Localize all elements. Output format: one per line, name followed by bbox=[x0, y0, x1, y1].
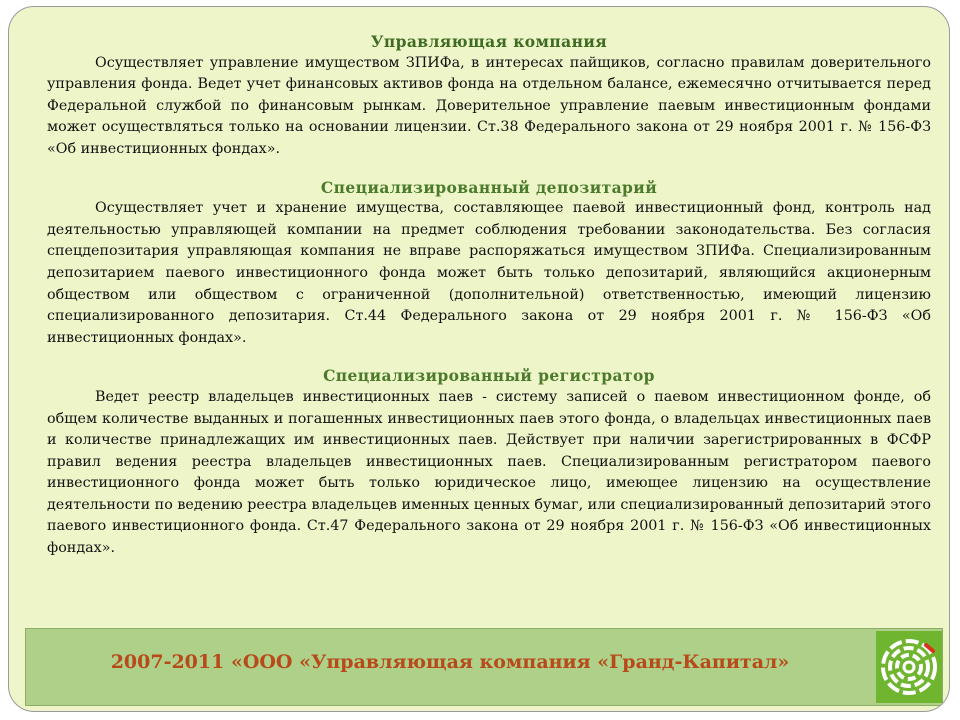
footer-bar bbox=[25, 628, 943, 706]
section-text-depositary: Осуществляет учет и хранение имущества, составляющее паевой инвестиционный фонд, контроль над деятельностью управляющей компании на предмет соблюдения требовании законодательства. Без согласия спецдепозитария управляющая компания не вправе распоряжаться имуществом ЗПИФа. Специализированным депозитарием паевого инвестиционного фонда может быть только депозитарий, являющийся акционерным обществом или обществом с ограниченной (дополнительной) ответственностью, имеющий лицензию специализированного депозитария. Ст.44 Федерального закона от 29 ноября 2001 г. № 156-ФЗ «Об инвестиционных фондах». bbox=[47, 200, 931, 346]
section-text-registrar: Ведет реестр владельцев инвестиционных паев - систему записей о паевом инвестиционном фонде, об общем количестве выданных и погашенных инвестиционных паев этого фонда, о владельцах инвестиционных паев и количестве принадлежащих им инвестиционных паев. Действует при наличии зарегистрированных в ФСФР правил ведения реестра владельцев инвестиционных паев. Специализированным регистратором паевого инвестиционного фонда может быть только юридическое лицо, имеющее лицензию на осуществление деятельности по ведению реестра владельцев именных ценных бумаг, или специализированный депозитарий этого паевого инвестиционного фонда. Ст.47 Федерального закона от 29 ноября 2001 г. № 156-ФЗ «Об инвестиционных фондах». bbox=[47, 388, 931, 557]
slide-card bbox=[8, 6, 950, 712]
section-title-depositary: Специализированный депозитарий bbox=[320, 177, 658, 197]
content-area bbox=[47, 31, 931, 576]
footer-company-text: 2007-2011 «ООО «Управляющая компания «Гранд-Капитал» bbox=[110, 651, 790, 673]
section-title-management-company: Управляющая компания bbox=[370, 32, 608, 51]
circular-rings-logo-icon bbox=[876, 631, 942, 703]
company-logo bbox=[876, 631, 942, 703]
section-title-registrar: Специализированный регистратор bbox=[323, 366, 655, 386]
section-text-management-company: Осуществляет управление имуществом ЗПИФа, в интересах пайщиков, согласно правилам доверительного управления фонда. Ведет учет финансовых активов фонда на отдельном балансе, ежемесячно отчитывается перед Федеральной службой по финансовым рынкам. Доверительное управление паевым инвестиционным фондами может осуществляться только на основании лицензии. Ст.38 Федерального закона от 29 ноября 2001 г. № 156-ФЗ «Об инвестиционных фондах». bbox=[47, 54, 931, 157]
